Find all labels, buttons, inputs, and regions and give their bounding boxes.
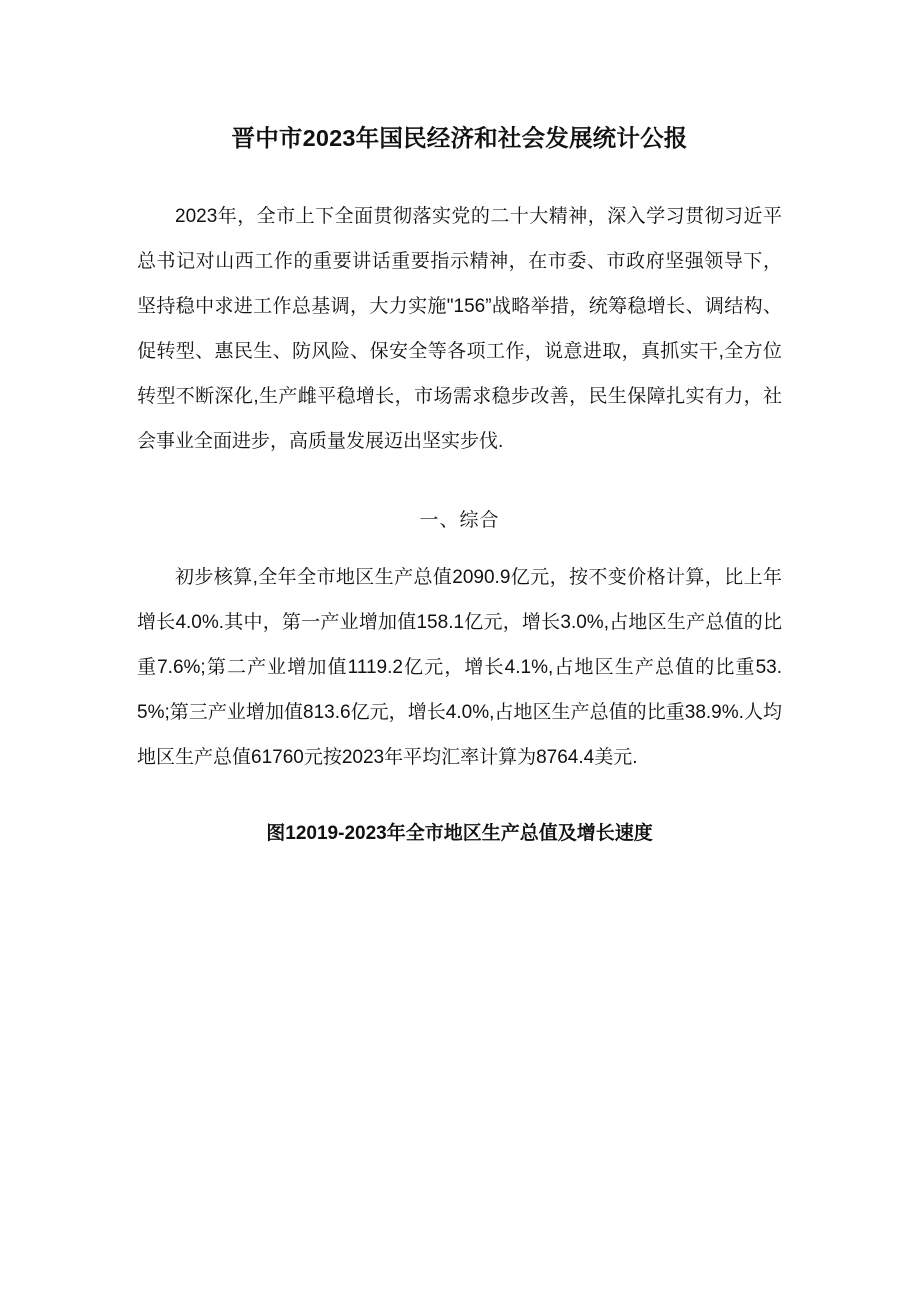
figure-caption: 图12019-2023年全市地区生产总值及增长速度 [266, 822, 653, 844]
document-content-column [137, 0, 782, 1235]
paragraph-intro: 2023年，全市上下全面贯彻落实党的二十大精神，深入学习贯彻习近平总书记对山西工作的重要讲话重要指示精神，在市委、市政府坚强领导下，坚持稳中求进工作总基调，大力实施"156”战略举措，统筹稳增长、调结构、促转型、惠民生、防风险、保安全等各项工作，说意进取，真抓实干,全方位转型不断深化,生产雌平稳增长，市场需求稳步改善，民生保障扎实有力，社会事业全面进步，高质量发展迈出坚实步伐. [137, 205, 782, 452]
page-title: 晋中市2023年国民经济和社会发展统计公报 [231, 125, 688, 151]
section-heading-one: 一、综合 [419, 509, 500, 531]
paragraph-gdp-overview: 初步核算,全年全市地区生产总值2090.9亿元，按不变价格计算，比上年增长4.0%.其中，第一产业增加值158.1亿元，增长3.0%,占地区生产总值的比重7.6%;第二产业增加值1119.2亿元，增长4.1%,占地区生产总值的比重53.5%;第三产业增加值813.6亿元，增长4.0%,占地区生产总值的比重38.9%.人均地区生产总值61760元按2023年平均汇率计算为8764.4美元. [137, 566, 782, 768]
figure-placeholder-area [137, 855, 782, 1235]
